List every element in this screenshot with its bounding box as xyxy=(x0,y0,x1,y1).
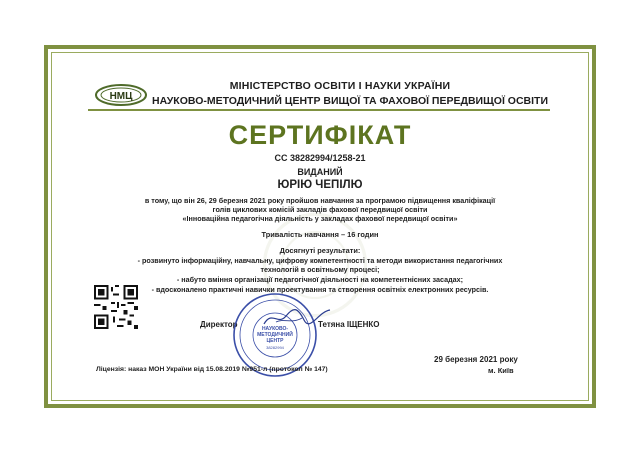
issue-city: м. Київ xyxy=(488,366,514,375)
body-line-1: в тому, що він 26, 29 березня 2021 року пройшов навчання за програмою підвищення кваліфікації xyxy=(144,196,496,205)
director-name: Тетяна ІЩЕНКО xyxy=(318,320,380,329)
qr-code-icon xyxy=(94,285,138,329)
body-line-3: «Інноваційна педагогічна діяльність у закладах фахової передвищої освіти» xyxy=(182,214,458,223)
issue-date: 29 березня 2021 року xyxy=(434,355,518,364)
svg-text:МЕТОДИЧНИЙ: МЕТОДИЧНИЙ xyxy=(257,332,293,338)
ministry-heading: МІНІСТЕРСТВО ОСВІТИ І НАУКИ УКРАЇНИ xyxy=(229,80,451,92)
svg-text:ЦЕНТР: ЦЕНТР xyxy=(266,338,284,344)
nmc-logo-icon xyxy=(95,84,147,106)
center-heading: НАУКОВО-МЕТОДИЧНИЙ ЦЕНТР ВИЩОЇ ТА ФАХОВОЇ ПЕРЕДВИЩОЇ ОСВІТИ xyxy=(152,95,548,107)
certificate-title: СЕРТИФІКАТ xyxy=(228,120,412,150)
svg-text:38282994: 38282994 xyxy=(266,345,284,350)
certificate-number: СС 38282994/1258-21 xyxy=(274,153,366,163)
license-text: Ліцензія: наказ МОН України від 15.08.2019 №951-л (протокол № 147) xyxy=(96,366,328,373)
director-label: Директор xyxy=(200,320,238,329)
svg-text:НМЦ: НМЦ xyxy=(109,91,133,102)
result-item-1: - розвинуто інформаційну, навчальну, цифрову компетентності та методи використання педагогічних xyxy=(137,256,503,265)
header-divider xyxy=(88,109,550,111)
issued-label: ВИДАНИЙ xyxy=(297,167,343,177)
duration-text: Тривалість навчання – 16 годин xyxy=(261,230,379,239)
svg-text:НАУКОВО-: НАУКОВО- xyxy=(261,326,289,332)
results-heading: Досягнуті результати: xyxy=(279,246,361,255)
body-line-2: голів циклових комісій закладів фахової передвищої освіти xyxy=(212,205,428,214)
result-item-1-cont: технологій в освітньому процесі; xyxy=(260,265,380,274)
result-item-3: - вдосконалено практичні навички проектування та створення освітніх електронних ресурсів. xyxy=(151,285,489,294)
recipient-name: ЮРІЮ ЧЕПІЛЮ xyxy=(277,179,363,191)
result-item-2: - набуто вміння організації педагогічної діяльності на компетентнісних засадах; xyxy=(176,275,464,284)
